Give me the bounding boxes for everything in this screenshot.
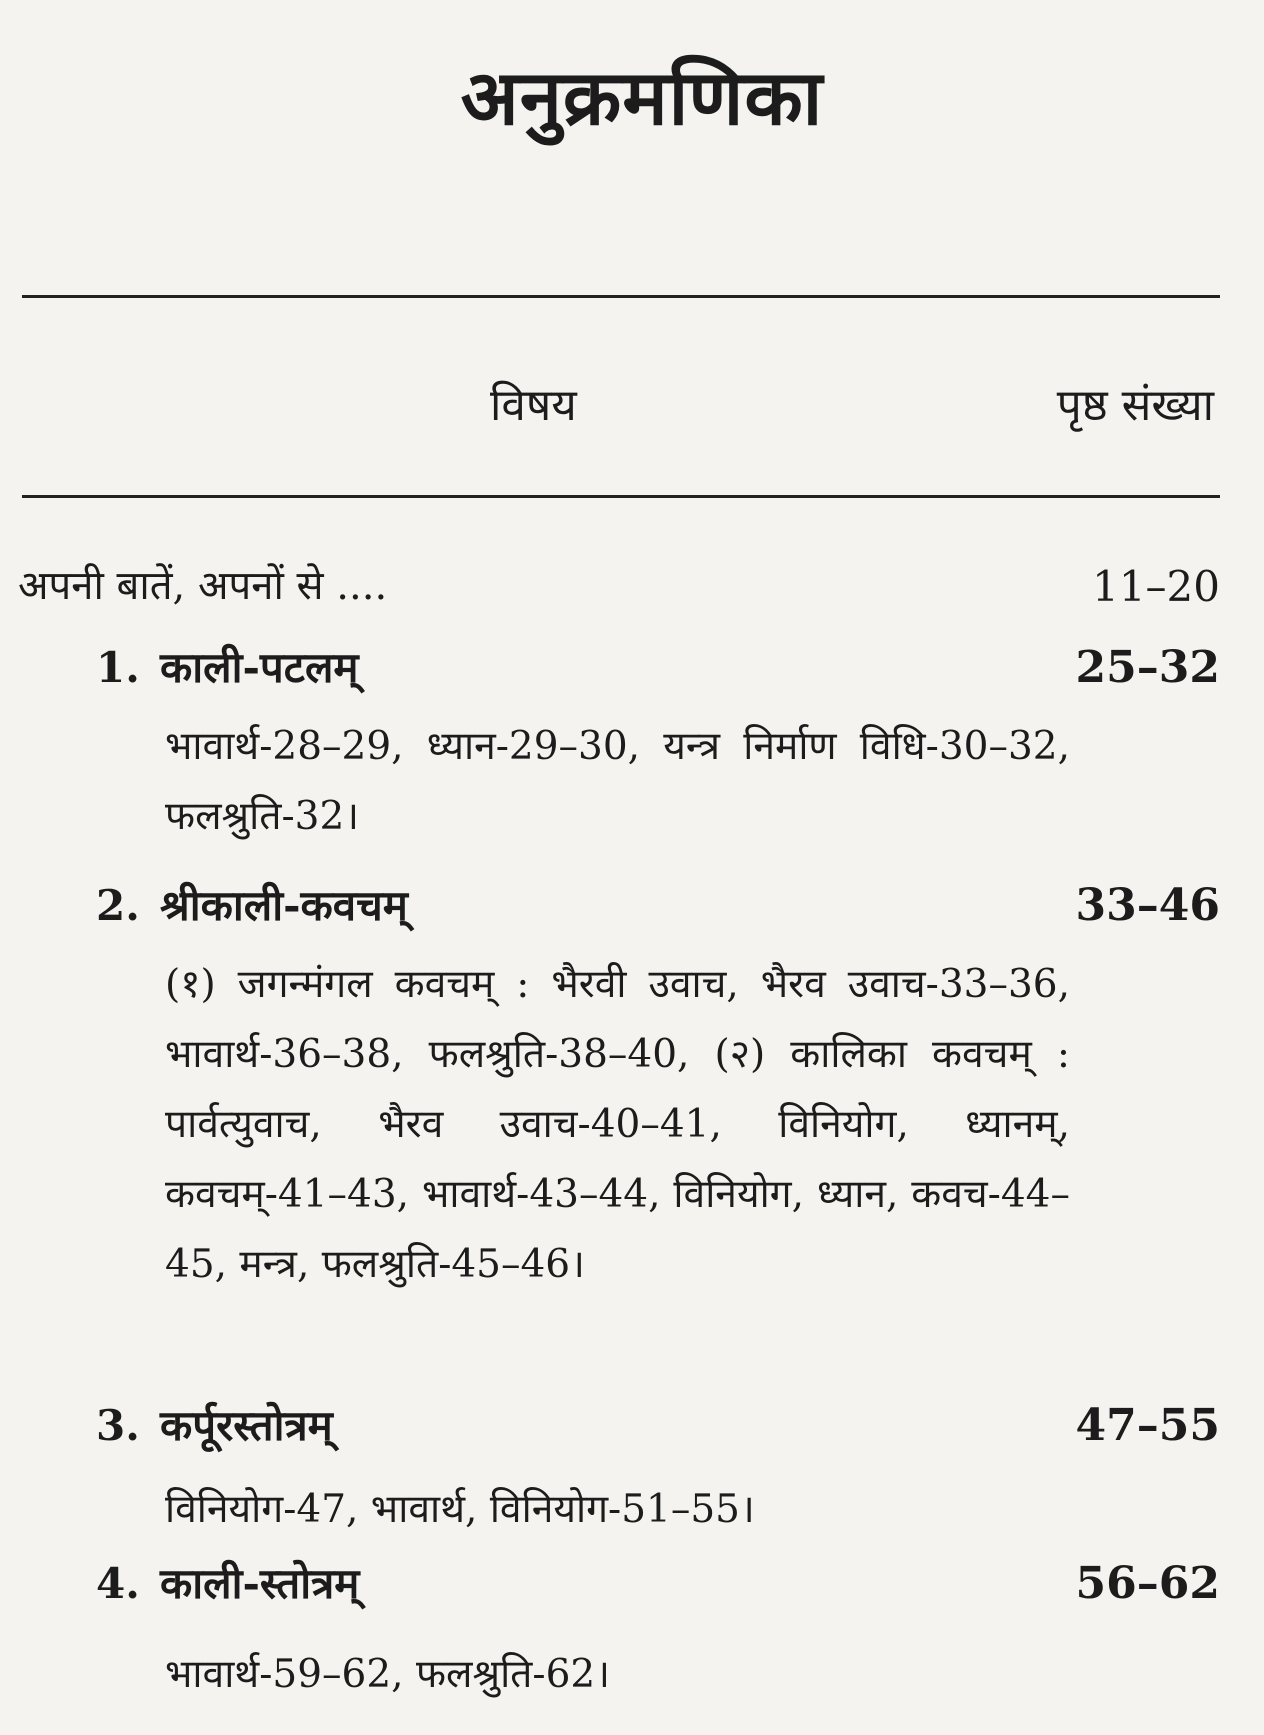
- toc-entry-2: [96, 880, 1220, 933]
- toc-intro-label: अपनी बातें, अपनों से ....: [18, 563, 388, 609]
- toc-entry-title-group: [96, 1401, 333, 1451]
- toc-entry-3-details: विनियोग-47, भावार्थ, विनियोग-51–55।: [165, 1487, 755, 1532]
- bottom-rule: [22, 495, 1220, 498]
- toc-entry-1: [96, 642, 1220, 695]
- toc-entry-3: [96, 1400, 1220, 1453]
- toc-entry-title: कर्पूरस्तोत्रम्: [160, 1401, 333, 1450]
- toc-intro-row: [18, 562, 1220, 612]
- toc-entry-number: 2.: [96, 881, 140, 930]
- toc-entry-1-details: भावार्थ-28–29, ध्यान-29–30, यन्त्र निर्माण विधि-30–32, फलश्रुति-32।: [165, 724, 1070, 839]
- column-header-pages: पृष्ठ संख्या: [1056, 380, 1214, 431]
- toc-entry-2-details: (१) जगन्मंगल कवचम् : भैरवी उवाच, भैरव उवाच-33–36, भावार्थ-36–38, फलश्रुति-38–40, (२) कालिका कवचम् : पार्वत्युवाच, भैरव उवाच-40–41, विनियोग, ध्यानम्, कवचम्-41–43, भावार्थ-43–44, विनियोग, ध्यान, कवच-44–45, मन्त्र, फलश्रुति-45–46।: [165, 962, 1070, 1287]
- toc-entry-title-group: [96, 1559, 359, 1609]
- toc-entry-title: काली-स्तोत्रम्: [160, 1559, 360, 1608]
- toc-entry-number: 1.: [96, 643, 140, 692]
- toc-entry-title-group: [96, 881, 408, 931]
- toc-entry-number: 3.: [96, 1401, 140, 1450]
- toc-entry-pages: 47–55: [1075, 1400, 1220, 1451]
- top-rule: [22, 295, 1220, 298]
- toc-entry-number: 4.: [96, 1559, 140, 1608]
- page-title: अनुक्रमणिका: [460, 53, 824, 142]
- toc-entry-4-details: भावार्थ-59–62, फलश्रुति-62।: [165, 1652, 610, 1697]
- toc-entry-pages: 56–62: [1075, 1558, 1220, 1609]
- toc-entry-title: काली-पटलम्: [160, 643, 359, 692]
- toc-entry-4: [96, 1558, 1220, 1611]
- toc-entry-pages: 33–46: [1075, 880, 1220, 931]
- toc-entry-title: श्रीकाली-कवचम्: [160, 881, 408, 930]
- toc-entry-pages: 25–32: [1075, 642, 1220, 693]
- toc-intro-pages: 11–20: [1092, 562, 1220, 611]
- toc-entry-title-group: [96, 643, 359, 693]
- column-header-subject: विषय: [490, 380, 577, 431]
